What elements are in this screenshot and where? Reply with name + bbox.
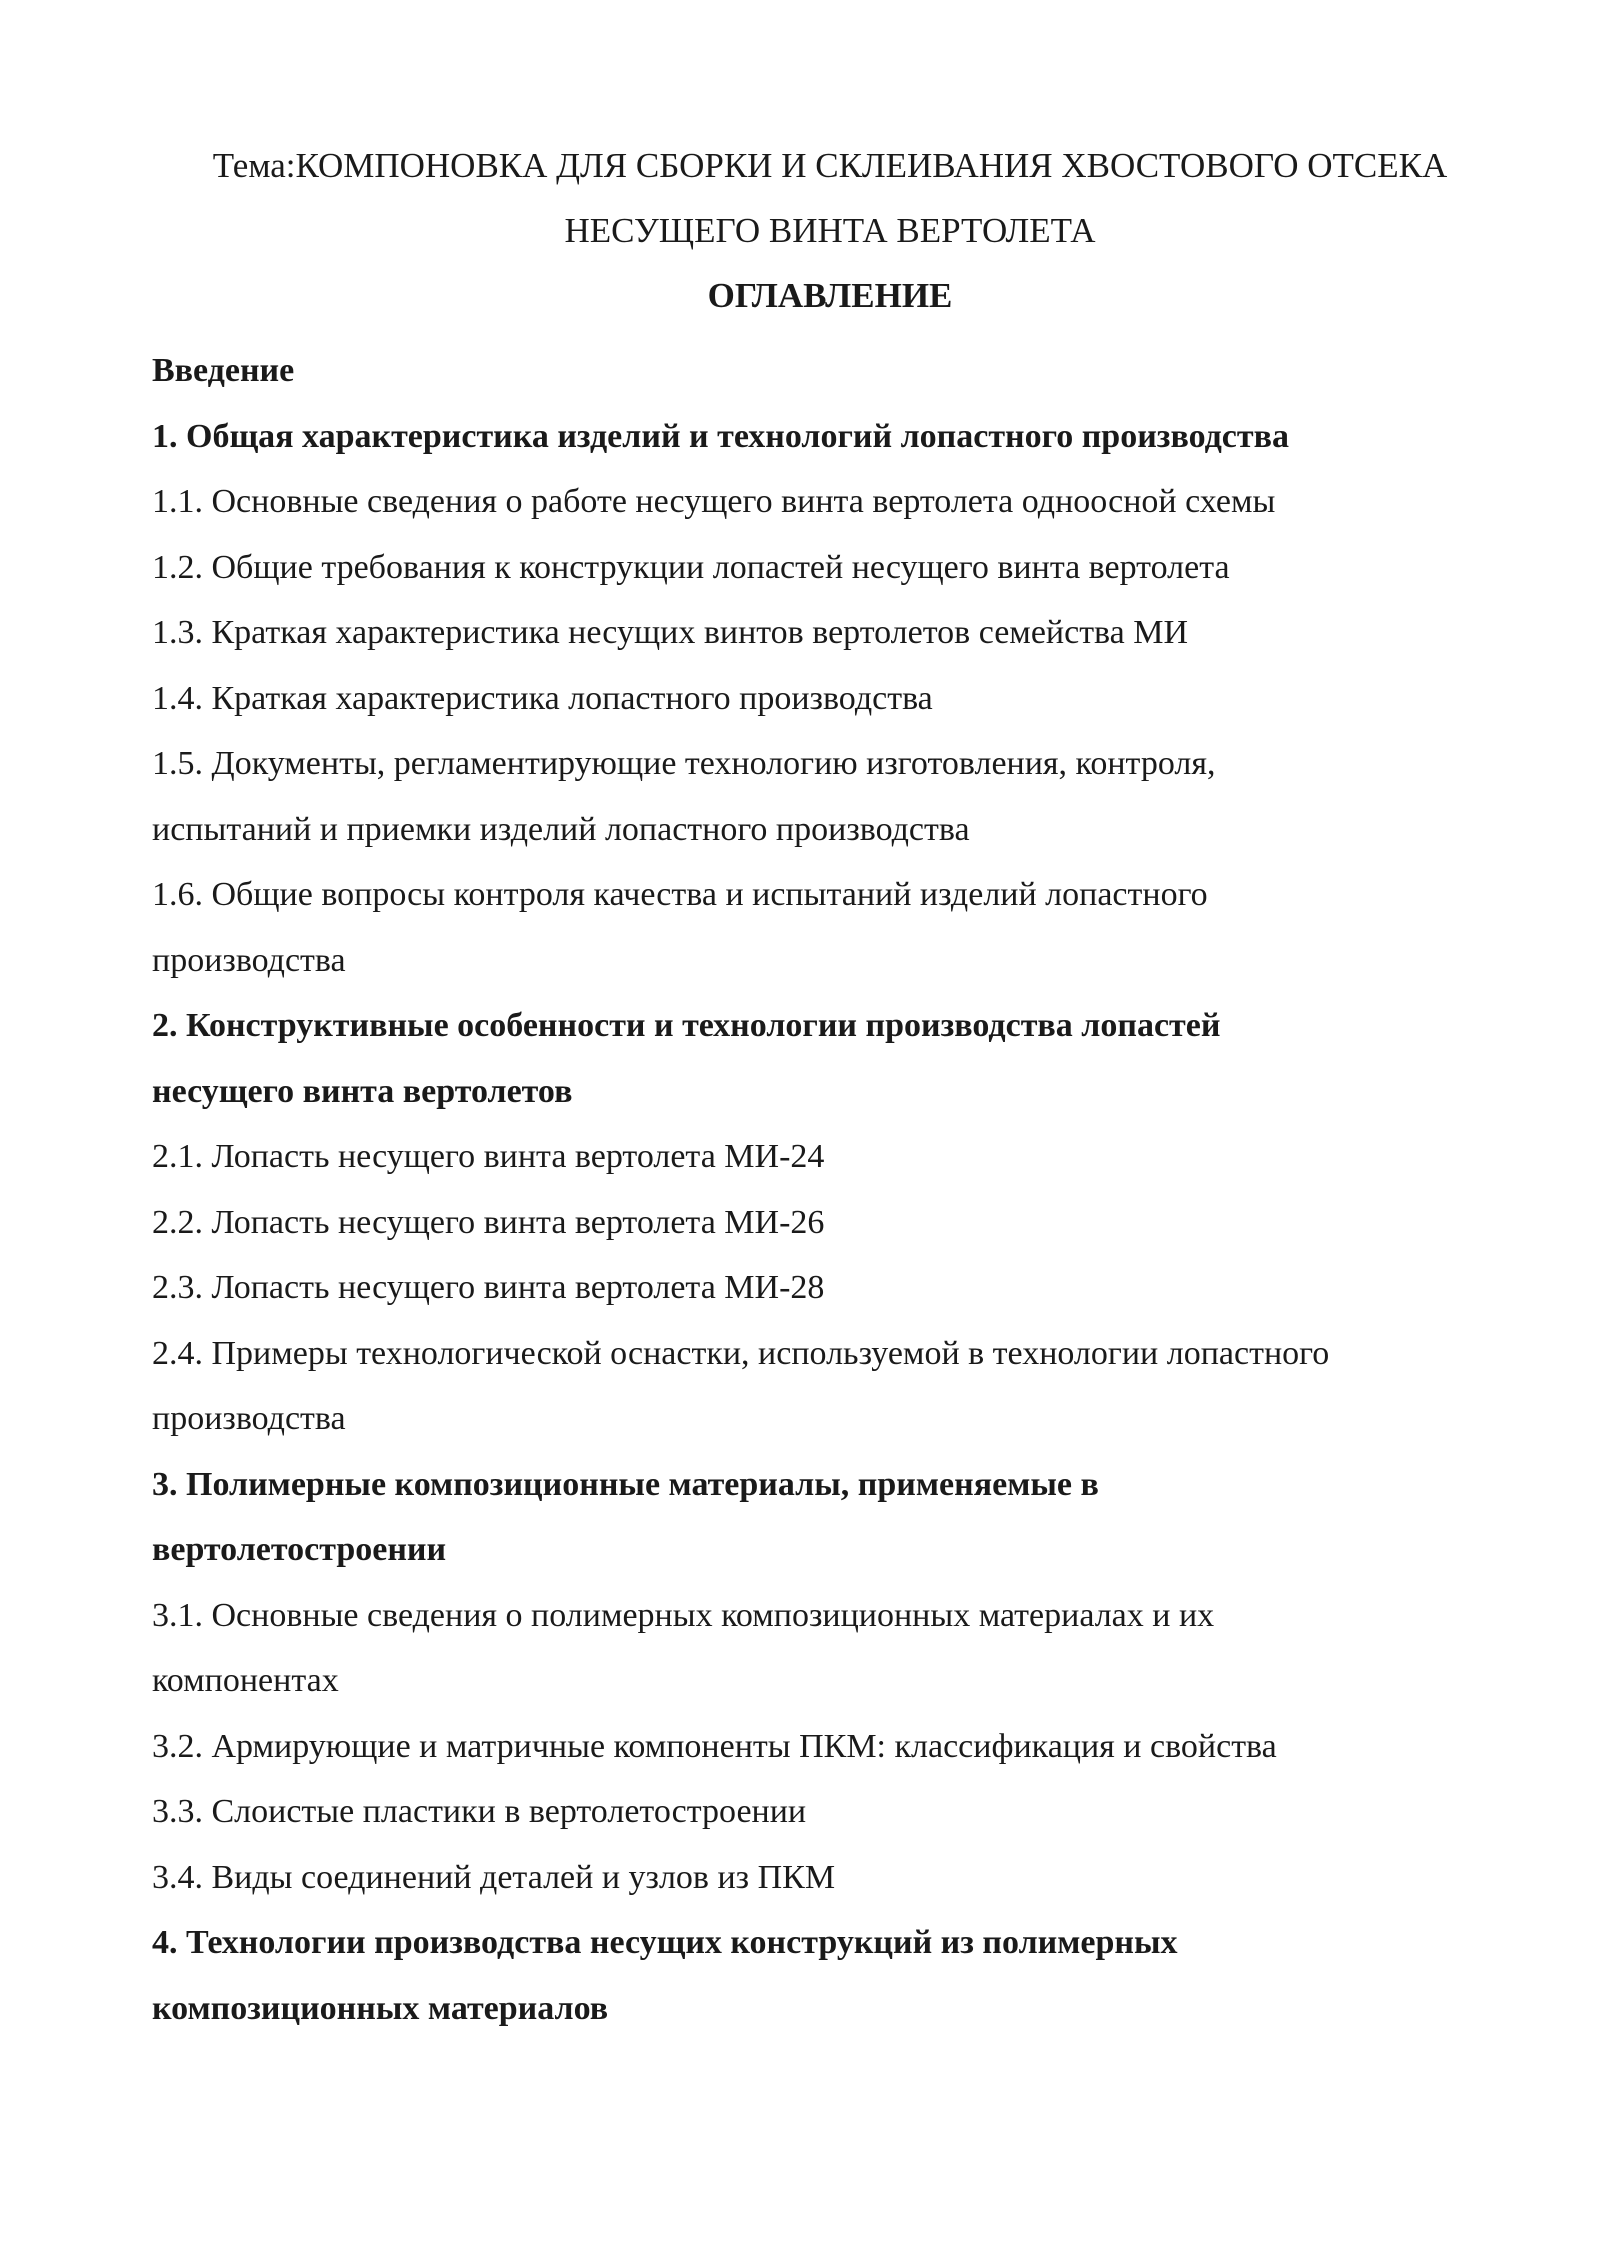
toc-subsection-item bbox=[152, 862, 1482, 993]
toc-entry-line: 3.2. Армирующие и матричные компоненты ПКМ: классификация и свойства bbox=[152, 1727, 1277, 1765]
toc-entry-line: компонентах bbox=[152, 1662, 339, 1699]
toc-entry-line: вертолетостроении bbox=[152, 1531, 447, 1568]
toc-entry-line: 2.2. Лопасть несущего винта вертолета МИ-26 bbox=[152, 1203, 825, 1241]
toc-section-heading bbox=[152, 993, 1482, 1124]
toc-entry-line: испытаний и приемки изделий лопастного производства bbox=[152, 810, 970, 848]
toc-entry-line: 4. Технологии производства несущих конструкций из полимерных bbox=[152, 1924, 1178, 1961]
toc-entry-line: композиционных материалов bbox=[152, 1989, 609, 2027]
toc-section-heading bbox=[152, 404, 1482, 470]
toc-subsection-item bbox=[152, 1845, 1482, 1911]
toc-subsection-item bbox=[152, 1714, 1482, 1780]
toc-entry-line: 2.4. Примеры технологической оснастки, используемой в технологии лопастного bbox=[152, 1334, 1330, 1372]
toc-entry-line: 1.1. Основные сведения о работе несущего винта вертолета одноосной схемы bbox=[152, 483, 1276, 520]
toc-subsection-item bbox=[152, 731, 1482, 862]
toc-section-heading bbox=[152, 338, 1482, 404]
toc-entry-line: 3.4. Виды соединений деталей и узлов из ПКМ bbox=[152, 1858, 836, 1896]
toc-entry-line: 1.5. Документы, регламентирующие технологию изготовления, контроля, bbox=[152, 745, 1216, 782]
toc-section-heading bbox=[152, 1910, 1482, 2041]
topic-title-line-2: НЕСУЩЕГО ВИНТА ВЕРТОЛЕТА bbox=[564, 211, 1096, 250]
toc-entry-line: 2. Конструктивные особенности и технологии производства лопастей bbox=[152, 1007, 1221, 1044]
toc-entry-line: несущего винта вертолетов bbox=[152, 1072, 573, 1110]
toc-entry-line: 1.6. Общие вопросы контроля качества и испытаний изделий лопастного bbox=[152, 876, 1208, 913]
toc-entry-line: Введение bbox=[152, 352, 295, 389]
toc-subsection-item bbox=[152, 1124, 1482, 1190]
toc-subsection-item bbox=[152, 1583, 1482, 1714]
topic-title-line-1: Тема:КОМПОНОВКА ДЛЯ СБОРКИ И СКЛЕИВАНИЯ ХВОСТОВОГО ОТСЕКА bbox=[212, 146, 1448, 185]
toc-entry-line: производства bbox=[152, 941, 346, 979]
toc-entry-line: 3.3. Слоистые пластики в вертолетостроении bbox=[152, 1793, 807, 1830]
toc-entry-line: 1.4. Краткая характеристика лопастного производства bbox=[152, 679, 933, 717]
toc-entry-line: 3.1. Основные сведения о полимерных композиционных материалах и их bbox=[152, 1596, 1215, 1634]
toc-subsection-item bbox=[152, 1321, 1482, 1452]
toc-entry-line: 3. Полимерные композиционные материалы, применяемые в bbox=[152, 1465, 1099, 1503]
table-of-contents bbox=[152, 338, 1482, 2041]
toc-subsection-item bbox=[152, 1190, 1482, 1256]
toc-subsection-item bbox=[152, 1255, 1482, 1321]
toc-subsection-item bbox=[152, 1779, 1482, 1845]
toc-heading: ОГЛАВЛЕНИЕ bbox=[707, 276, 953, 315]
toc-subsection-item bbox=[152, 469, 1482, 535]
toc-subsection-item bbox=[152, 535, 1482, 601]
toc-entry-line: 1.2. Общие требования к конструкции лопастей несущего винта вертолета bbox=[152, 548, 1230, 586]
toc-entry-line: 1.3. Краткая характеристика несущих винтов вертолетов семейства МИ bbox=[152, 614, 1189, 651]
toc-entry-line: производства bbox=[152, 1400, 346, 1437]
toc-section-heading bbox=[152, 1452, 1482, 1583]
toc-entry-line: 2.1. Лопасть несущего винта вертолета МИ-24 bbox=[152, 1138, 825, 1175]
toc-entry-line: 2.3. Лопасть несущего винта вертолета МИ-28 bbox=[152, 1269, 825, 1306]
toc-entry-line: 1. Общая характеристика изделий и технологий лопастного производства bbox=[152, 417, 1289, 455]
toc-subsection-item bbox=[152, 666, 1482, 732]
toc-subsection-item bbox=[152, 600, 1482, 666]
